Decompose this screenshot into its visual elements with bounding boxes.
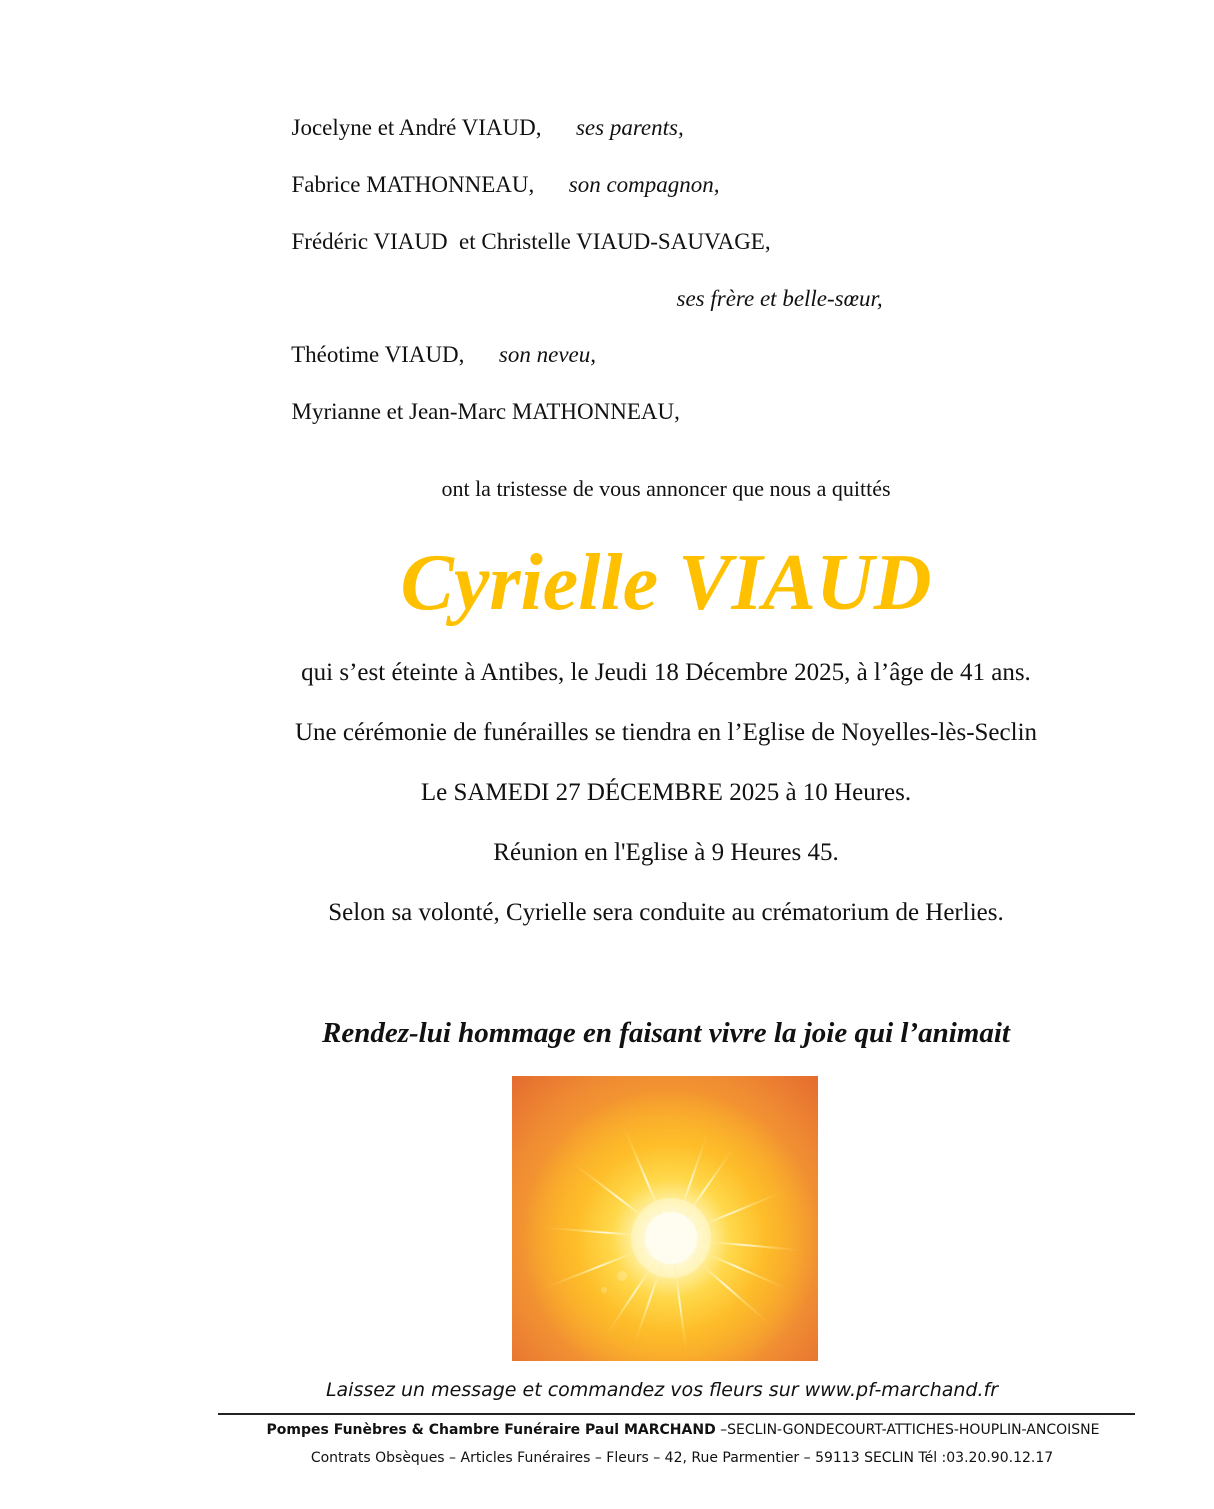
deceased-name: Cyrielle VIAUD	[400, 539, 932, 627]
detail-death: qui s’est éteinte à Antibes, le Jeudi 18 Décembre 2025, à l’âge de 41 ans.	[301, 659, 1031, 686]
footer-company-line	[0, 1423, 1214, 1437]
family-line-parents	[280, 93, 684, 139]
sun-icon	[512, 1076, 818, 1361]
footer-company: Pompes Funèbres & Chambre Funéraire Paul MARCHAND	[266, 1422, 716, 1438]
detail-ceremony-place: Une cérémonie de funérailles se tiendra en l’Eglise de Noyelles-lès-Seclin	[294, 719, 1038, 746]
detail-crematorium: Selon sa volonté, Cyrielle sera conduite au crématorium de Herlies.	[328, 899, 1004, 926]
family-role: son compagnon,	[568, 172, 720, 197]
family-name: Myrianne et Jean-Marc MATHONNEAU,	[291, 399, 680, 424]
family-line-siblings-role	[665, 264, 883, 310]
sun-rays	[512, 1076, 818, 1361]
family-name: Fabrice MATHONNEAU,	[291, 172, 535, 197]
family-role: son neveu,	[498, 342, 596, 367]
family-name: Jocelyne et André VIAUD,	[291, 115, 542, 140]
detail-ceremony-date: Le SAMEDI 27 DÉCEMBRE 2025 à 10 Heures.	[420, 779, 912, 806]
family-line-in-laws	[280, 377, 680, 423]
tribute-line: Rendez-lui hommage en faisant vivre la joie qui l’animait	[322, 1017, 1010, 1049]
family-name: Frédéric VIAUD et Christelle VIAUD-SAUVAGE,	[291, 229, 771, 254]
announcement-intro: ont la tristesse de vous annoncer que nous a quittés	[441, 476, 891, 501]
family-role: ses parents,	[575, 115, 684, 140]
family-line-nephew	[280, 320, 596, 366]
website-message: Laissez un message et commandez vos fleurs sur www.pf-marchand.fr	[325, 1379, 999, 1401]
footer-services: Contrats Obsèques – Articles Funéraires – Fleurs – 42, Rue Parmentier – 59113 SECLIN Tél :03.20.90.12.17	[310, 1450, 1054, 1466]
family-line-siblings	[280, 207, 771, 253]
family-role: ses frère et belle-sœur,	[676, 286, 883, 311]
family-line-companion	[280, 150, 720, 196]
detail-meeting-time: Réunion en l'Eglise à 9 Heures 45.	[493, 839, 839, 866]
footer-divider	[218, 1413, 1135, 1415]
footer-towns: –SECLIN-GONDECOURT-ATTICHES-HOUPLIN-ANCOISNE	[715, 1422, 1100, 1438]
family-name: Théotime VIAUD,	[291, 342, 465, 367]
